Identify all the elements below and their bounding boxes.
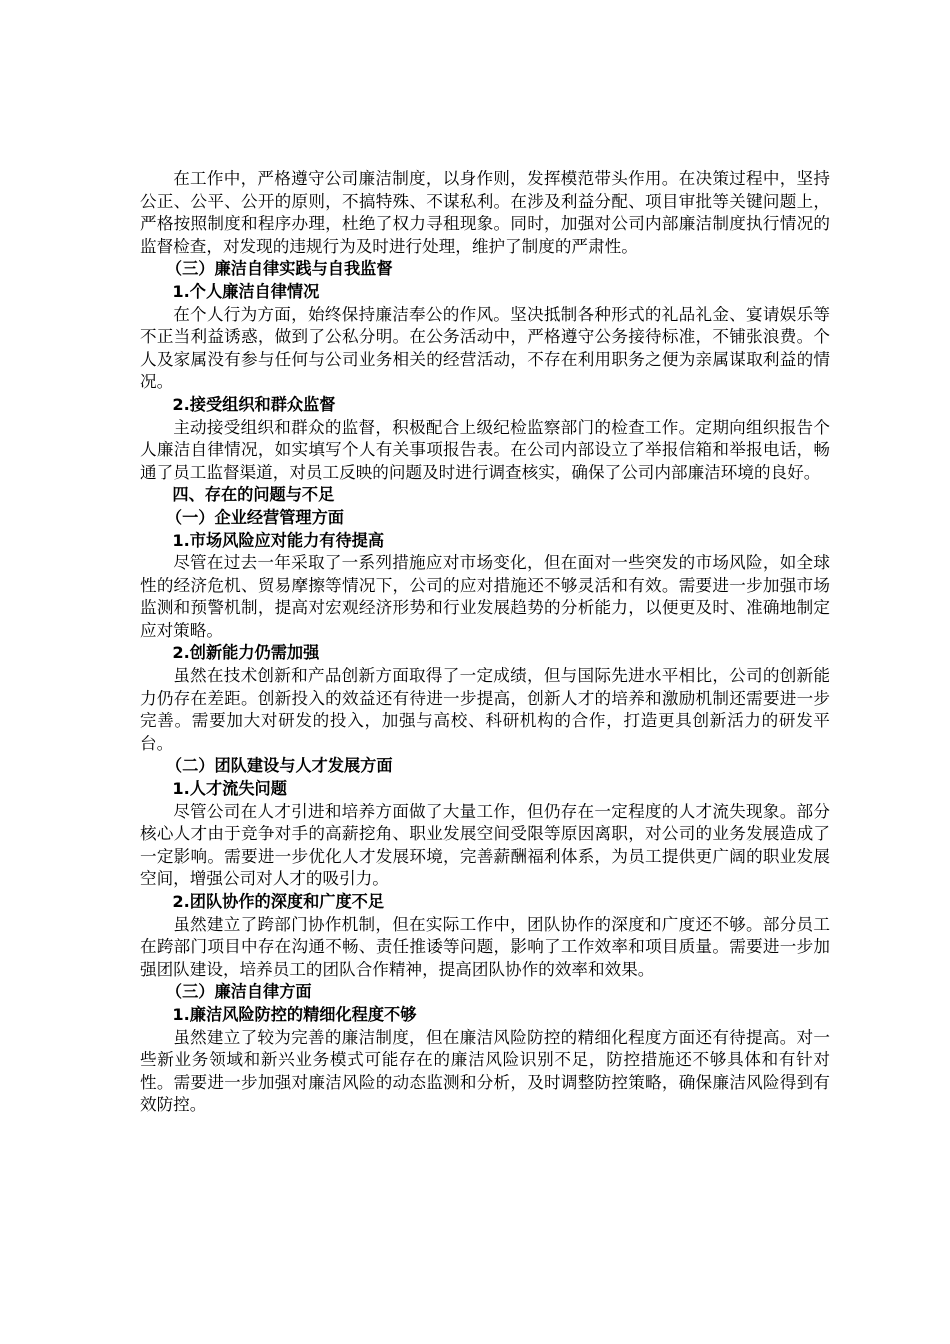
- heading-accept-supervision: 2.接受组织和群众监督: [172, 394, 336, 414]
- paragraph-integrity-system: 在工作中，严格遵守公司廉洁制度，以身作则，发挥模范带头作用。在决策过程中，坚持公正、公平、公开的原则，不搞特殊、不谋私利。在涉及利益分配、项目审批等关键问题上，严格按照制度和程序办理，杜绝了权力寻租现象。同时，加强对公司内部廉洁制度执行情况的监督检查，对发现的违规行为及时进行处理，维护了制度的严肃性。: [140, 169, 830, 256]
- paragraph-market-risk: 尽管在过去一年采取了一系列措施应对市场变化，但在面对一些突发的市场风险，如全球性的经济危机、贸易摩擦等情况下，公司的应对措施还不够灵活和有效。需要进一步加强市场监测和预警机制，提高对宏观经济形势和行业发展趋势的分析能力，以便更及时、准确地制定应对策略。: [140, 553, 830, 640]
- paragraph-talent-loss: 尽管公司在人才引进和培养方面做了大量工作，但仍存在一定程度的人才流失现象。部分核心人才由于竞争对手的高薪挖角、职业发展空间受限等原因离职，对公司的业务发展造成了一定影响。需要进一步优化人才发展环境，完善薪酬福利体系，为员工提供更广阔的职业发展空间，增强公司对人才的吸引力。: [140, 801, 830, 889]
- document-body: [140, 168, 830, 1117]
- paragraph-innovation: 虽然在技术创新和产品创新方面取得了一定成绩，但与国际先进水平相比，公司的创新能力仍存在差距。创新投入的效益还有待进一步提高，创新人才的培养和激励机制还需要进一步完善。需要加大对研发的投入，加强与高校、科研机构的合作，打造更具创新活力的研发平台。: [140, 666, 830, 753]
- heading-risk-control: 1.廉洁风险防控的精细化程度不够: [172, 1004, 417, 1024]
- chapter-heading-problems: 四、存在的问题与不足: [172, 485, 335, 505]
- heading-market-risk: 1.市场风险应对能力有待提高: [172, 530, 385, 550]
- paragraph-risk-control: 虽然建立了较为完善的廉洁制度，但在廉洁风险防控的精细化程度方面还有待提高。对一些新业务领域和新兴业务模式可能存在的廉洁风险识别不足，防控措施还不够具体和有针对性。需要进一步加强对廉洁风险的动态监测和分析，及时调整防控策略，确保廉洁风险得到有效防控。: [140, 1027, 830, 1115]
- paragraph-accept-supervision: 主动接受组织和群众的监督，积极配合上级纪检监察部门的检查工作。定期向组织报告个人廉洁自律情况，如实填写个人有关事项报告表。在公司内部设立了举报信箱和举报电话，畅通了员工监督渠道，对员工反映的问题及时进行调查核实，确保了公司内部廉洁环境的良好。: [140, 417, 830, 482]
- section-heading-team-talent: （二）团队建设与人才发展方面: [165, 756, 393, 776]
- heading-talent-loss: 1.人才流失问题: [172, 779, 287, 799]
- section-heading-integrity-practice: （三）廉洁自律实践与自我监督: [165, 259, 393, 279]
- heading-team-collaboration: 2.团队协作的深度和广度不足: [172, 892, 385, 911]
- section-heading-integrity: （三）廉洁自律方面: [165, 982, 312, 1002]
- heading-personal-integrity: 1.个人廉洁自律情况: [172, 281, 320, 301]
- heading-innovation: 2.创新能力仍需加强: [172, 643, 320, 663]
- section-heading-business-management: （一）企业经营管理方面: [165, 507, 344, 527]
- paragraph-personal-integrity: 在个人行为方面，始终保持廉洁奉公的作风。坚决抵制各种形式的礼品礼金、宴请娱乐等不正当利益诱惑，做到了公私分明。在公务活动中，严格遵守公务接待标准，不铺张浪费。个人及家属没有参与任何与公司业务相关的经营活动，不存在利用职务之便为亲属谋取利益的情况。: [140, 304, 830, 392]
- paragraph-team-collaboration: 虽然建立了跨部门协作机制，但在实际工作中，团队协作的深度和广度还不够。部分员工在跨部门项目中存在沟通不畅、责任推诿等问题，影响了工作效率和项目质量。需要进一步加强团队建设，培养员工的团队合作精神，提高团队协作的效率和效果。: [140, 914, 830, 979]
